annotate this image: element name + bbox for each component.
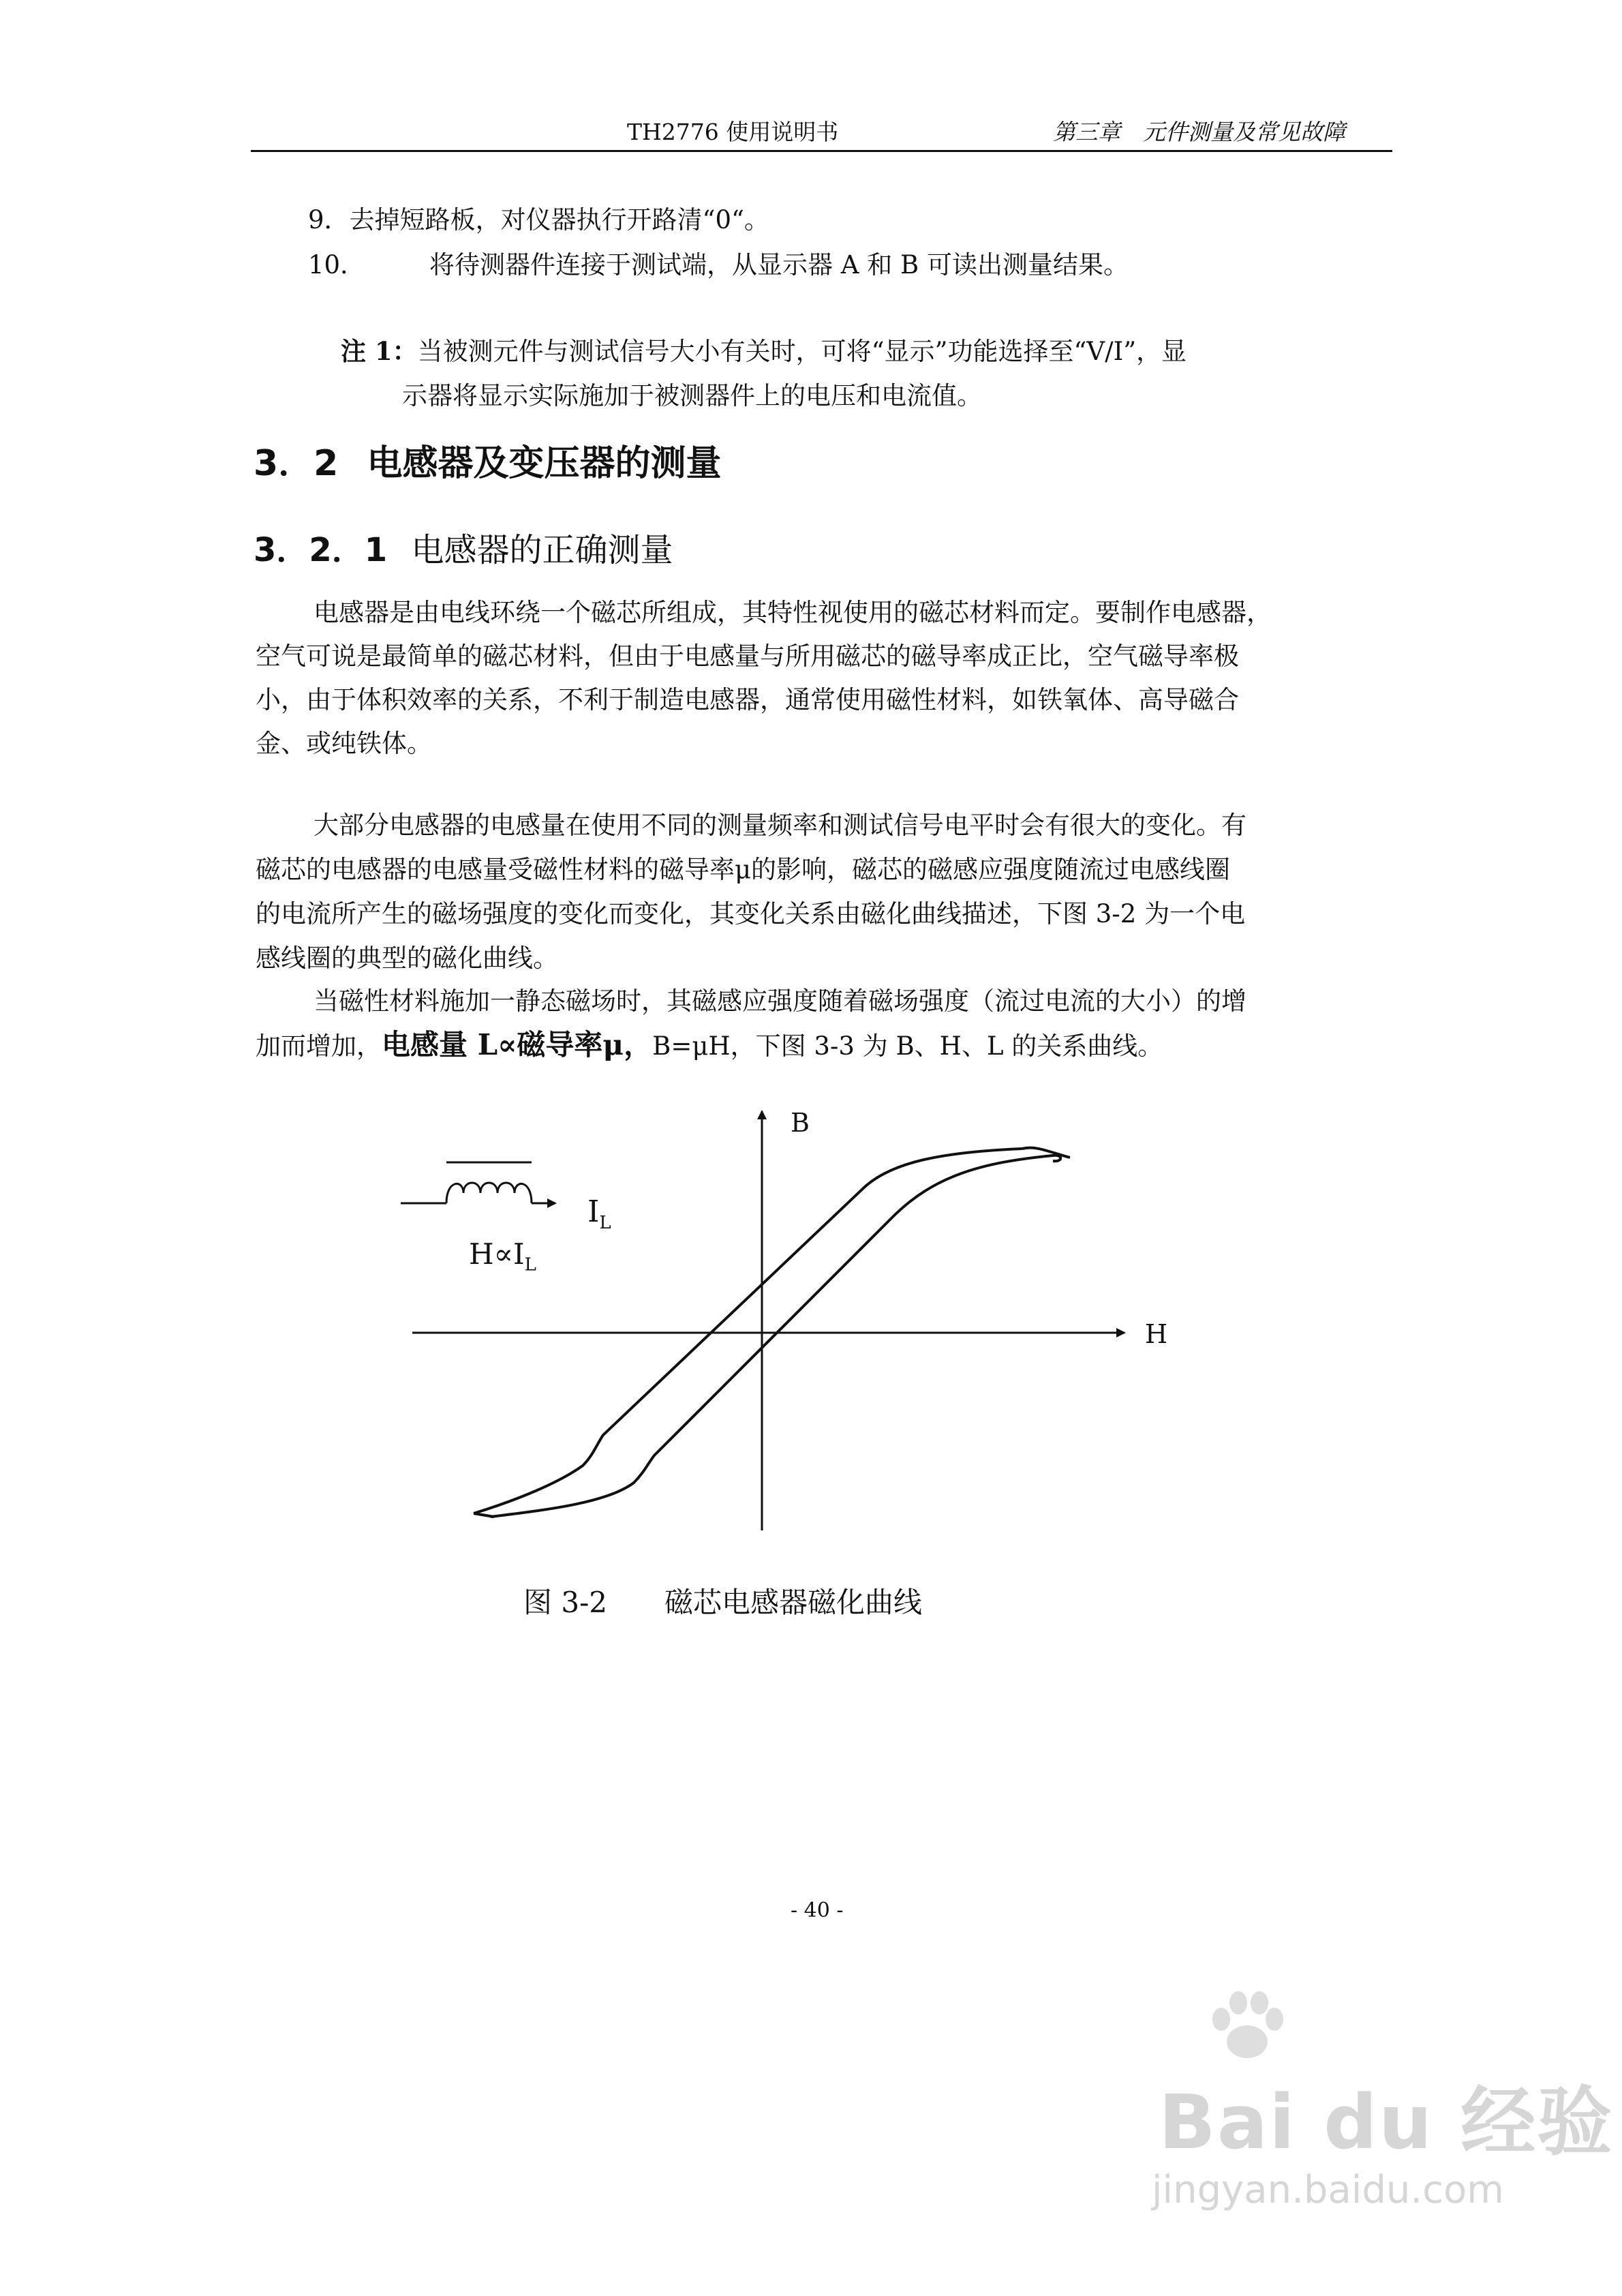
para2-line-1: 大部分电感器的电感量在使用不同的测量频率和测试信号电平时会有很大的变化。有 <box>313 811 1246 840</box>
hysteresis-lower-branch <box>491 1155 1060 1517</box>
relation-label-text: H∝I <box>469 1237 525 1271</box>
para1-line-2: 空气可说是最简单的磁芯材料，但由于电感量与所用磁芯的磁导率成正比，空气磁导率极 <box>256 641 1239 671</box>
para1-line-3: 小，由于体积效率的关系，不利于制造电感器，通常使用磁性材料，如铁氧体、高导磁合 <box>256 685 1239 714</box>
subsection-title: 电感器的正确测量 <box>411 531 673 569</box>
para3-line-1: 当磁性材料施加一静态磁场时，其磁感应强度随着磁场强度（流过电流的大小）的增 <box>313 986 1246 1016</box>
para1-line-4: 金、或纯铁体。 <box>256 729 432 758</box>
relation-label <box>469 1237 536 1275</box>
watermark-url: jingyan.baidu.com <box>1152 2168 1504 2212</box>
current-label <box>587 1194 611 1233</box>
step-9: 9．去掉短路板，对仪器执行开路清“0“。 <box>308 205 769 235</box>
section-title: 电感器及变压器的测量 <box>367 443 722 484</box>
relation-label-subscript: L <box>524 1254 536 1275</box>
current-label-subscript: L <box>599 1212 611 1233</box>
axis-label-b: B <box>791 1108 810 1138</box>
para2-line-3: 的电流所产生的磁场强度的变化而变化，其变化关系由磁化曲线描述，下图 3-2 为一个电 <box>256 899 1246 928</box>
coil-windings <box>446 1183 532 1203</box>
step-10-number: 10． <box>308 250 366 280</box>
axis-label-h: H <box>1145 1319 1168 1349</box>
para1-line-1: 电感器是由电线环绕一个磁芯所组成，其特性视使用的磁芯材料而定。要制作电感器， <box>313 598 1272 627</box>
note-line-2: 示器将显示实际施加于被测器件上的电压和电流值。 <box>402 381 982 410</box>
header-manual-title: TH2776 使用说明书 <box>627 119 839 145</box>
hysteresis-tip-left <box>474 1513 494 1517</box>
para2-line-4: 感线圈的典型的磁化曲线。 <box>256 943 558 973</box>
note-line-1: 当被测元件与测试信号大小有关时，可将“显示”功能选择至“V/I”，显 <box>417 337 1187 366</box>
para3-line-2-end: B=μH，下图 3-3 为 B、H、L 的关系曲线。 <box>652 1031 1163 1061</box>
para3-line-2-start: 加而增加， <box>256 1031 382 1061</box>
watermark-brand: Bai du 经验 <box>1159 2079 1614 2166</box>
header-chapter-title: 第三章 元件测量及常见故障 <box>1053 119 1345 145</box>
para3-inductance-formula: 电感量 L∝磁导率μ， <box>382 1028 653 1061</box>
hysteresis-upper-branch <box>474 1149 1022 1513</box>
page-number: - 40 - <box>791 1899 844 1922</box>
figure-caption: 图 3-2 磁芯电感器磁化曲线 <box>523 1586 922 1619</box>
subsection-number: 3．2．1 <box>254 531 388 569</box>
section-number: 3．2 <box>254 443 339 484</box>
paw-icon <box>1206 1991 1288 2066</box>
para2-line-2: 磁芯的电感器的电感量受磁性材料的磁导率μ的影响，磁芯的磁感应强度随流过电感线圈 <box>256 855 1231 884</box>
step-10-text: 将待测器件连接于测试端，从显示器 A 和 B 可读出测量结果。 <box>429 250 1129 280</box>
note-label: 注 1： <box>341 336 418 366</box>
current-label-symbol: I <box>587 1194 600 1229</box>
